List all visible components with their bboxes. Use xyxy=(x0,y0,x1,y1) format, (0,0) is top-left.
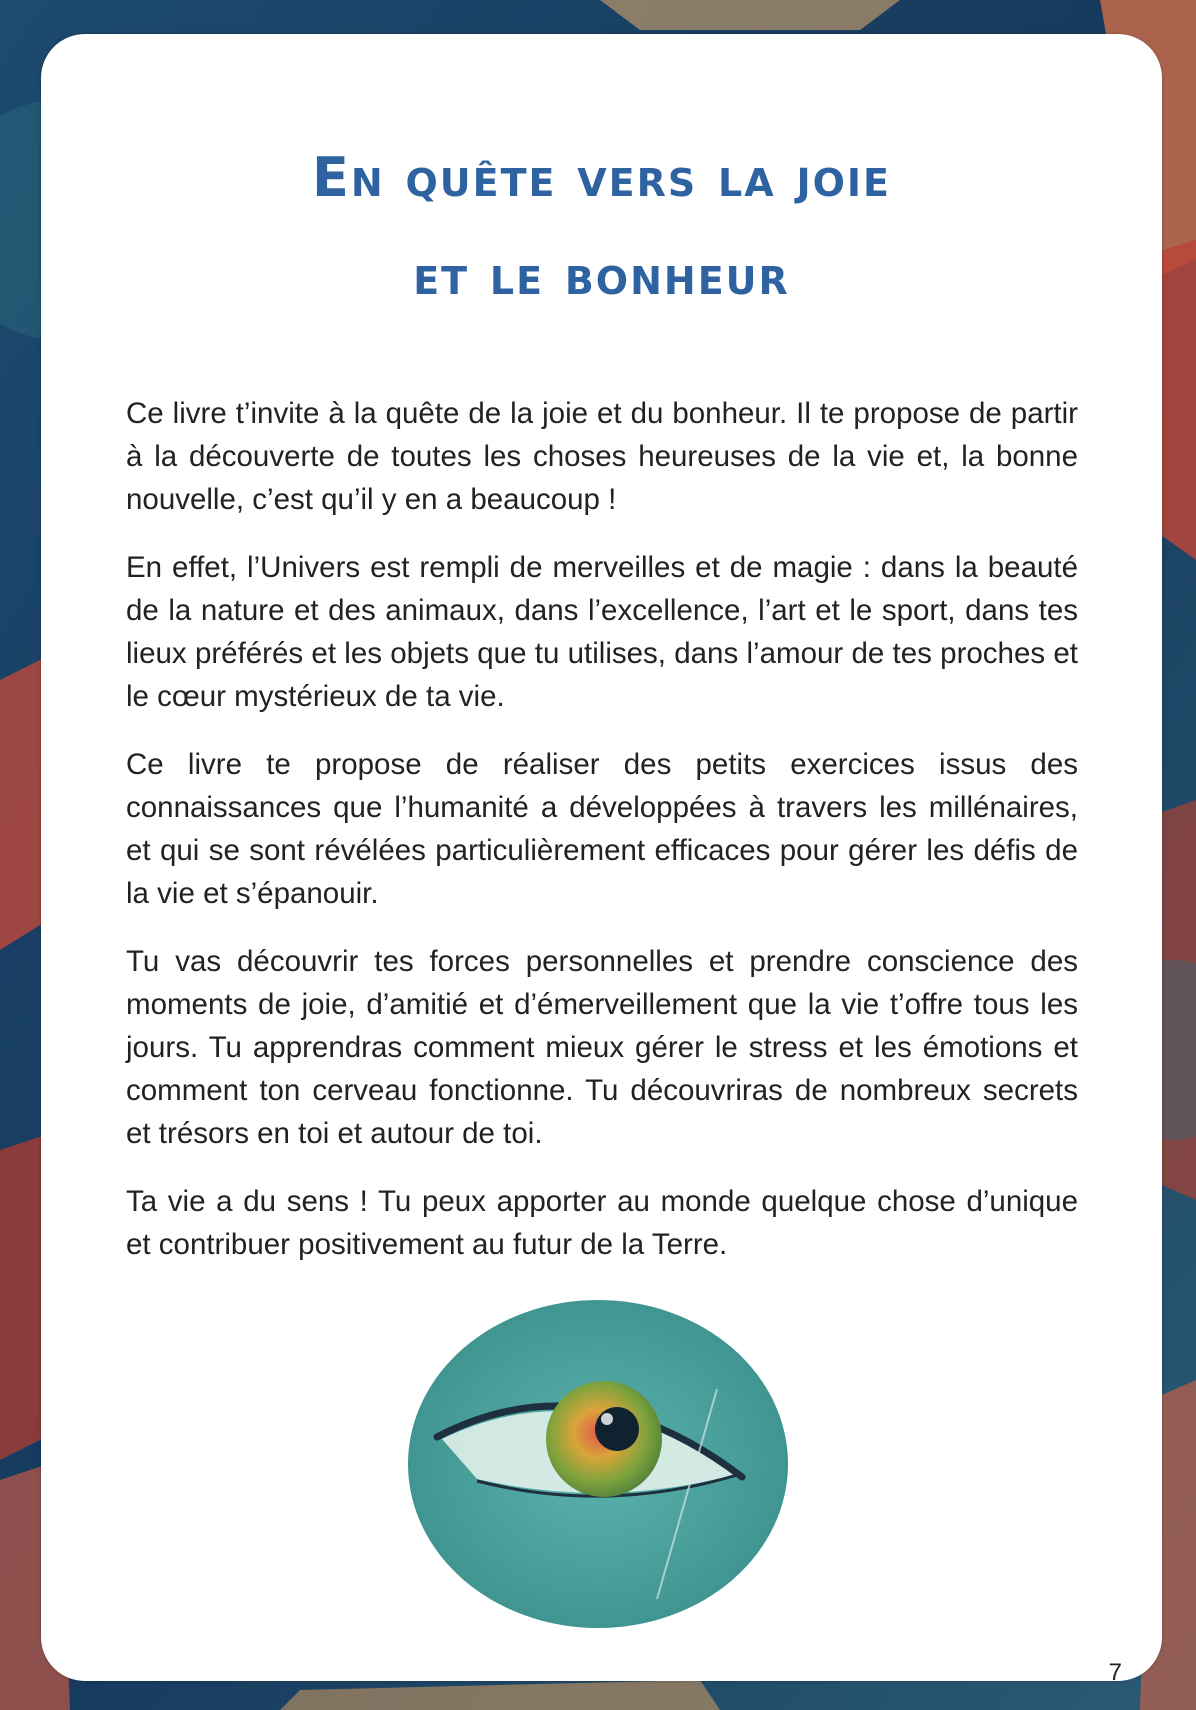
page-title-line-2: et le bonheur xyxy=(413,244,790,307)
paragraph: Ce livre t’invite à la quête de la joie et du bonheur. Il te propose de partir à la découverte de toutes les choses heureuses de la vie et, la bonne nouvelle, c’est qu’il y en a beaucoup ! xyxy=(126,397,1078,516)
page-title-line-1: En quête vers la joie xyxy=(311,146,892,209)
page-card xyxy=(41,34,1162,1686)
eye-icon xyxy=(407,1299,789,1629)
paragraph: Ta vie a du sens ! Tu peux apporter au monde quelque chose d’unique et contribuer positivement au futur de la Terre. xyxy=(126,1185,1078,1261)
page-number: 7 xyxy=(1108,1659,1122,1686)
paragraph: En effet, l’Univers est rempli de merveilles et de magie : dans la beauté de la nature et des animaux, dans l’excellence, l’art et le sport, dans tes lieux préférés et les objets que tu utilises, dans l’amour de tes proches et le cœur mystérieux de ta vie. xyxy=(126,551,1078,713)
paragraph: Ce livre te propose de réaliser des petits exercices issus des connaissances que l’humanité a développées à travers les millénaires, et qui se sont révélées particulièrement efficaces pour gérer les défis de la vie et s’épanouir. xyxy=(126,748,1078,910)
paragraph: Tu vas découvrir tes forces personnelles et prendre conscience des moments de joie, d’amitié et d’émerveillement que la vie t’offre tous les jours. Tu apprendras comment mieux gérer le stress et les émotions et comment ton cerveau fonctionne. Tu découvriras de nombreux secrets et trésors en toi et autour de toi. xyxy=(126,945,1078,1150)
body-text xyxy=(126,392,1078,1291)
